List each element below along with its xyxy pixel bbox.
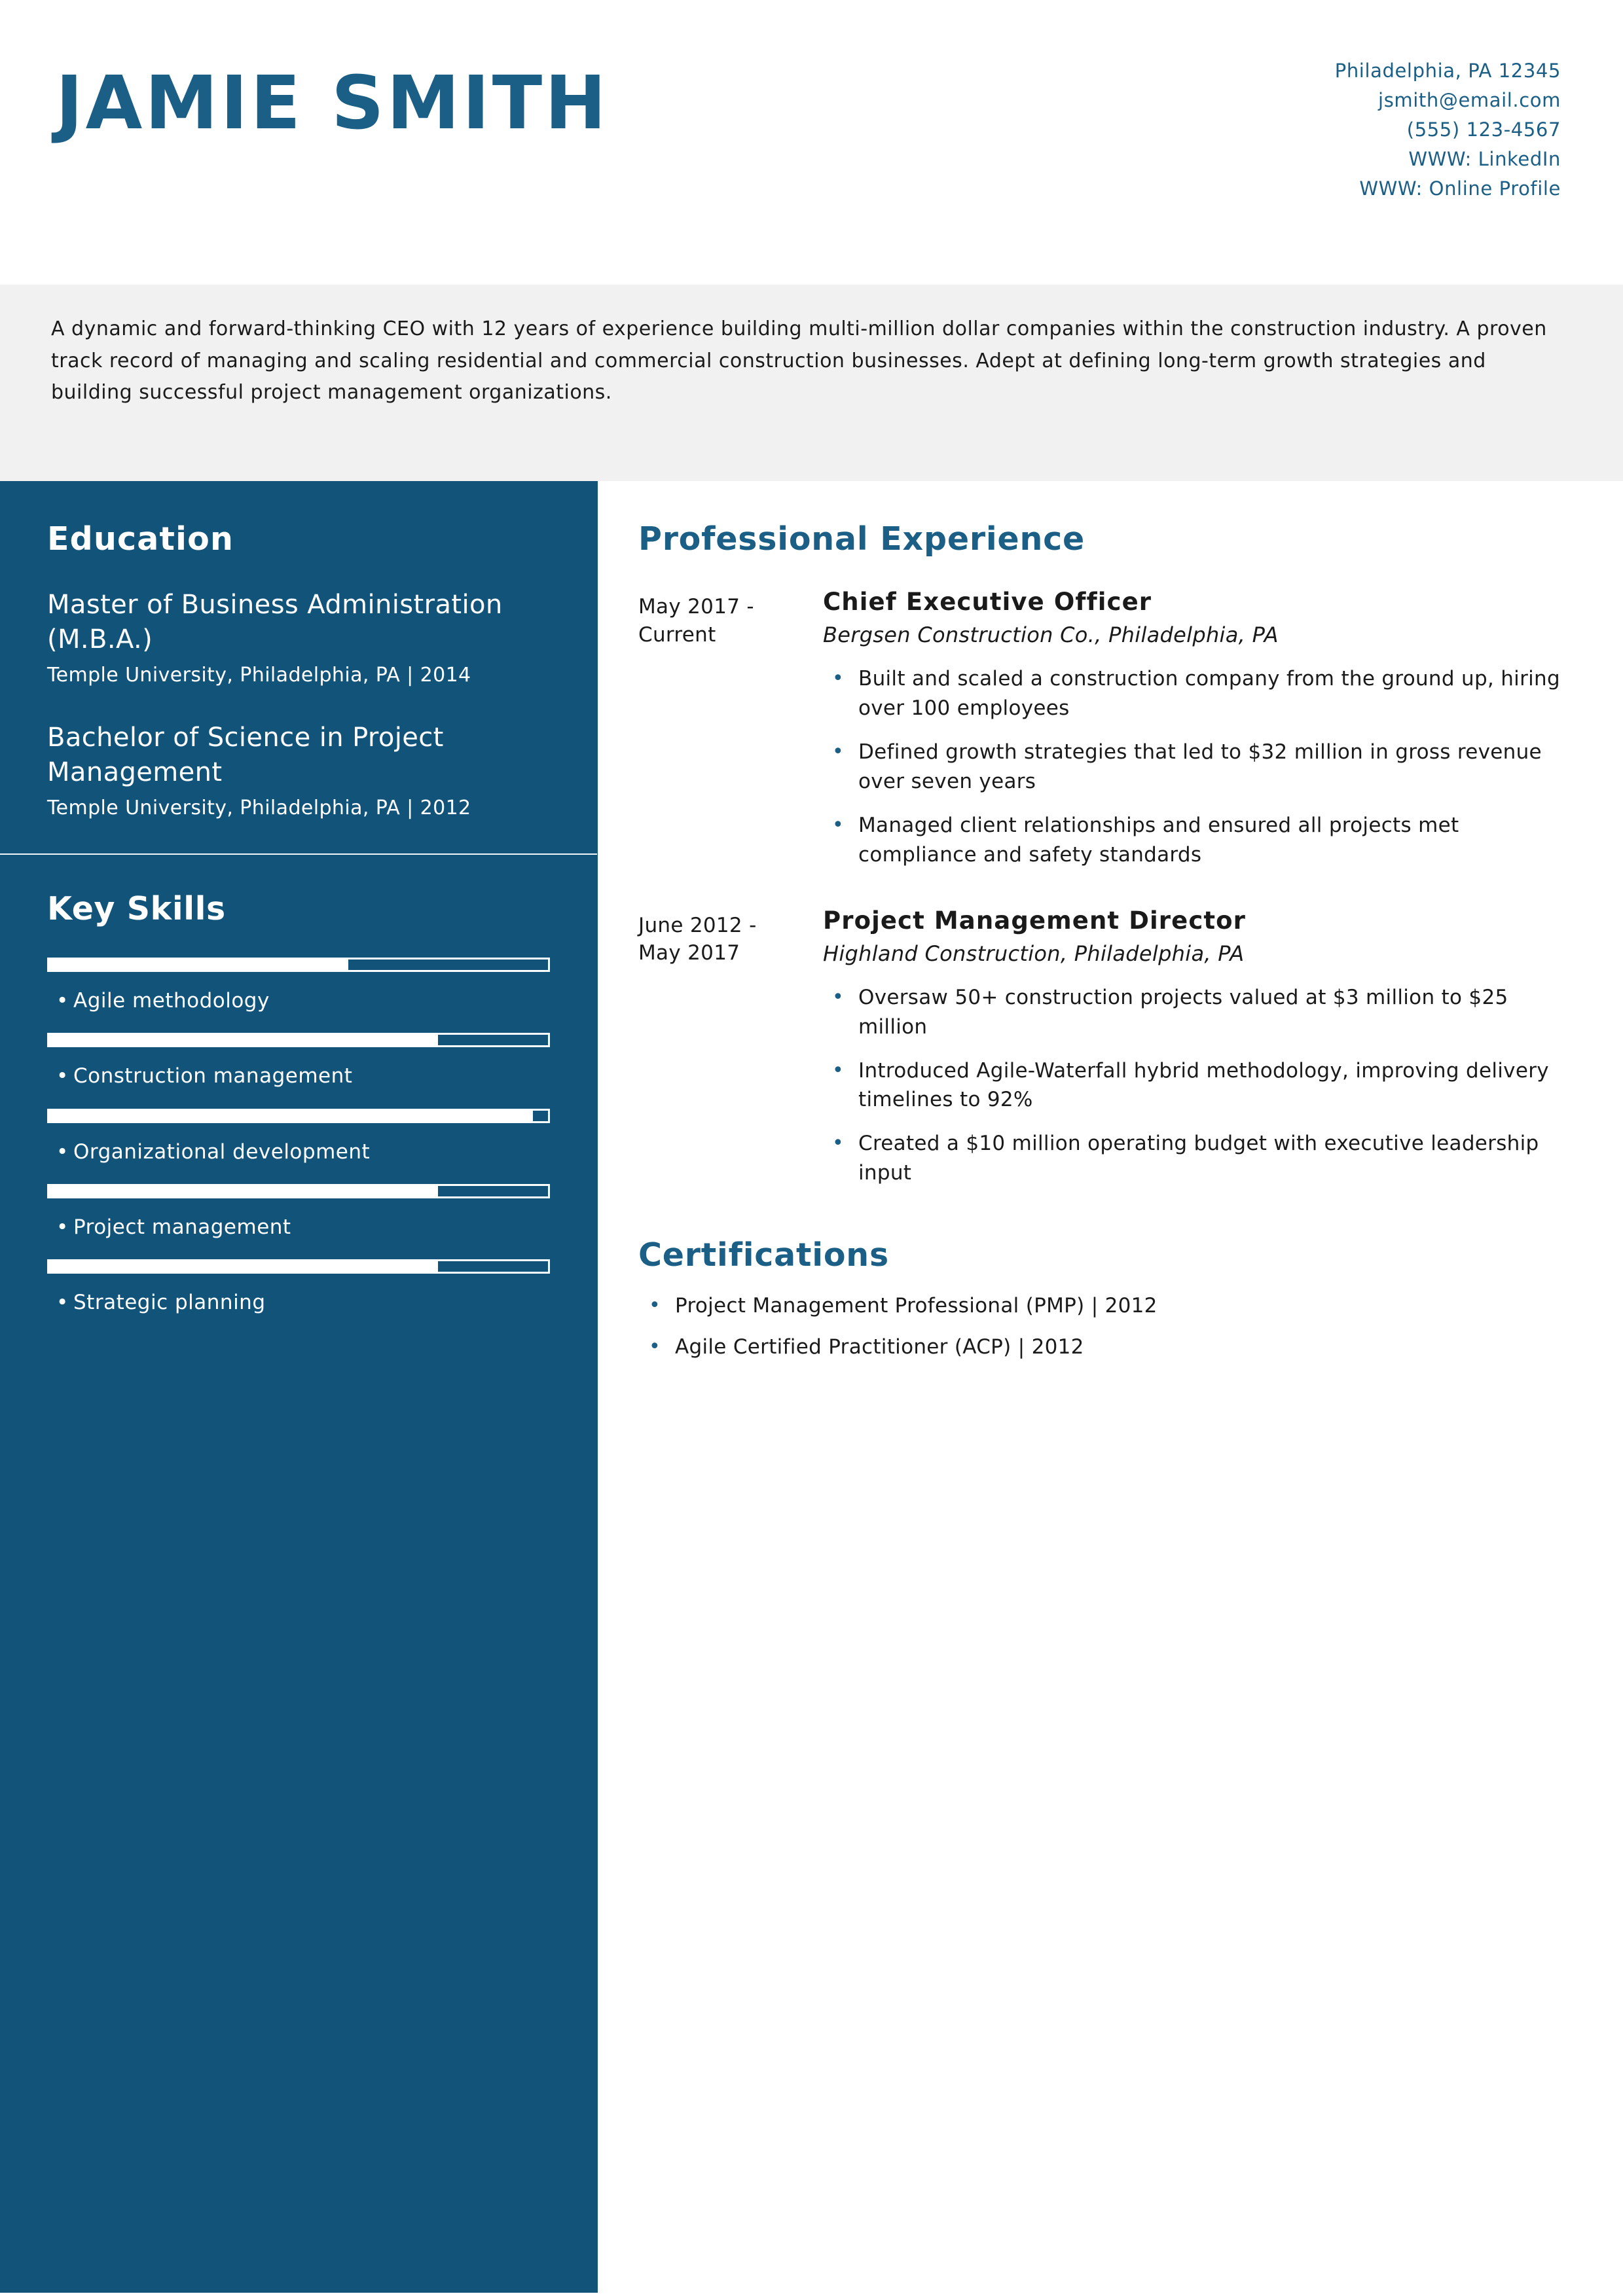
- skill-level-bar: [47, 1184, 550, 1198]
- bullet-icon: •: [56, 1215, 69, 1239]
- job-dates: May 2017 - Current: [638, 595, 754, 647]
- experience-entry: [638, 906, 1577, 1203]
- job-title: Chief Executive Officer: [823, 588, 1152, 616]
- education-item: [47, 588, 550, 689]
- bullet-icon: •: [56, 1290, 69, 1314]
- contact-email[interactable]: jsmith@email.com: [1378, 88, 1561, 111]
- certification-item: • Agile Certified Practitioner (ACP) | 2012: [638, 1332, 1577, 1363]
- bullet-icon: •: [649, 1335, 661, 1358]
- education-school: Temple University, Philadelphia, PA | 2012: [47, 796, 471, 819]
- job-bullet: • Introduced Agile-Waterfall hybrid methodology, improving delivery timelines to 92%: [823, 1056, 1577, 1115]
- contact-location: Philadelphia, PA 12345: [1334, 60, 1561, 82]
- education-school: Temple University, Philadelphia, PA | 2014: [47, 663, 471, 687]
- bullet-icon: •: [832, 667, 844, 690]
- skill-label-row: [56, 989, 550, 1013]
- bullet-icon: •: [649, 1294, 661, 1318]
- skill-label: Construction management: [73, 1064, 353, 1088]
- job-bullets: [823, 983, 1577, 1189]
- skill-level-bar: [47, 1033, 550, 1047]
- skill-label-row: [56, 1064, 550, 1088]
- job-company: Highland Construction, Philadelphia, PA: [823, 941, 1245, 966]
- job-title: Project Management Director: [823, 906, 1247, 935]
- experience-heading: Professional Experience: [638, 520, 1085, 558]
- education-heading: Education: [47, 520, 234, 558]
- skill-item: [47, 1184, 550, 1240]
- skill-label: Project management: [73, 1215, 291, 1239]
- skill-label: Strategic planning: [73, 1290, 266, 1314]
- skill-label: Agile methodology: [73, 989, 270, 1013]
- skills-heading: Key Skills: [47, 890, 226, 928]
- bullet-icon: •: [832, 1058, 844, 1082]
- contact-linkedin[interactable]: WWW: LinkedIn: [1408, 147, 1561, 170]
- skill-label-row: [56, 1215, 550, 1240]
- skill-level-bar: [47, 958, 550, 972]
- skill-level-bar: [47, 1109, 550, 1123]
- resume-body: [0, 481, 1623, 2293]
- sidebar-divider: [0, 853, 597, 855]
- certifications-list: [638, 1291, 1577, 1362]
- skill-label-row: [56, 1291, 550, 1315]
- professional-summary: A dynamic and forward-thinking CEO with 12 years of experience building multi-million dollar companies within the construction industry. A proven track record of managing and scaling residential and commercial construction businesses. Adept at defining long-term growth strategies and building successful project management organizations.: [0, 285, 1623, 481]
- job-bullet: • Defined growth strategies that led to $32 million in gross revenue over seven years: [823, 738, 1577, 797]
- skill-label-row: [56, 1140, 550, 1164]
- skill-label: Organizational development: [73, 1139, 371, 1164]
- bullet-icon: •: [56, 1139, 69, 1164]
- main-content: [596, 481, 1623, 2293]
- skill-item: [47, 958, 550, 1013]
- bullet-icon: •: [832, 985, 844, 1009]
- certifications-heading: Certifications: [638, 1236, 889, 1274]
- contact-phone: (555) 123-4567: [1406, 118, 1561, 141]
- skill-level-bar: [47, 1259, 550, 1274]
- skill-item: [47, 1033, 550, 1088]
- sidebar: [0, 481, 596, 2293]
- job-bullet: • Oversaw 50+ construction projects valued at $3 million to $25 million: [823, 983, 1577, 1042]
- bullet-icon: •: [832, 813, 844, 836]
- skill-item: [47, 1109, 550, 1164]
- education-degree: Bachelor of Science in Project Management: [47, 723, 444, 787]
- job-bullet: • Managed client relationships and ensured all projects met compliance and safety standards: [823, 811, 1577, 870]
- bullet-icon: •: [56, 1064, 69, 1088]
- contact-block: [1335, 39, 1561, 204]
- job-bullet: • Created a $10 million operating budget with executive leadership input: [823, 1129, 1577, 1188]
- contact-online-profile[interactable]: WWW: Online Profile: [1359, 177, 1561, 200]
- skill-item: [47, 1259, 550, 1315]
- bullet-icon: •: [832, 740, 844, 763]
- bullet-icon: •: [56, 989, 69, 1013]
- education-degree: Master of Business Administration (M.B.A.): [47, 590, 503, 655]
- education-item: [47, 721, 550, 822]
- job-bullets: [823, 664, 1577, 870]
- bullet-icon: •: [832, 1132, 844, 1155]
- resume-header: [0, 0, 1623, 285]
- job-dates: June 2012 - May 2017: [638, 913, 757, 965]
- certification-item: • Project Management Professional (PMP) | 2012: [638, 1291, 1577, 1321]
- experience-entry: [638, 588, 1577, 884]
- candidate-name: JAMIE SMITH: [56, 61, 609, 146]
- job-bullet: • Built and scaled a construction company from the ground up, hiring over 100 employees: [823, 664, 1577, 723]
- job-company: Bergsen Construction Co., Philadelphia, PA: [823, 622, 1279, 647]
